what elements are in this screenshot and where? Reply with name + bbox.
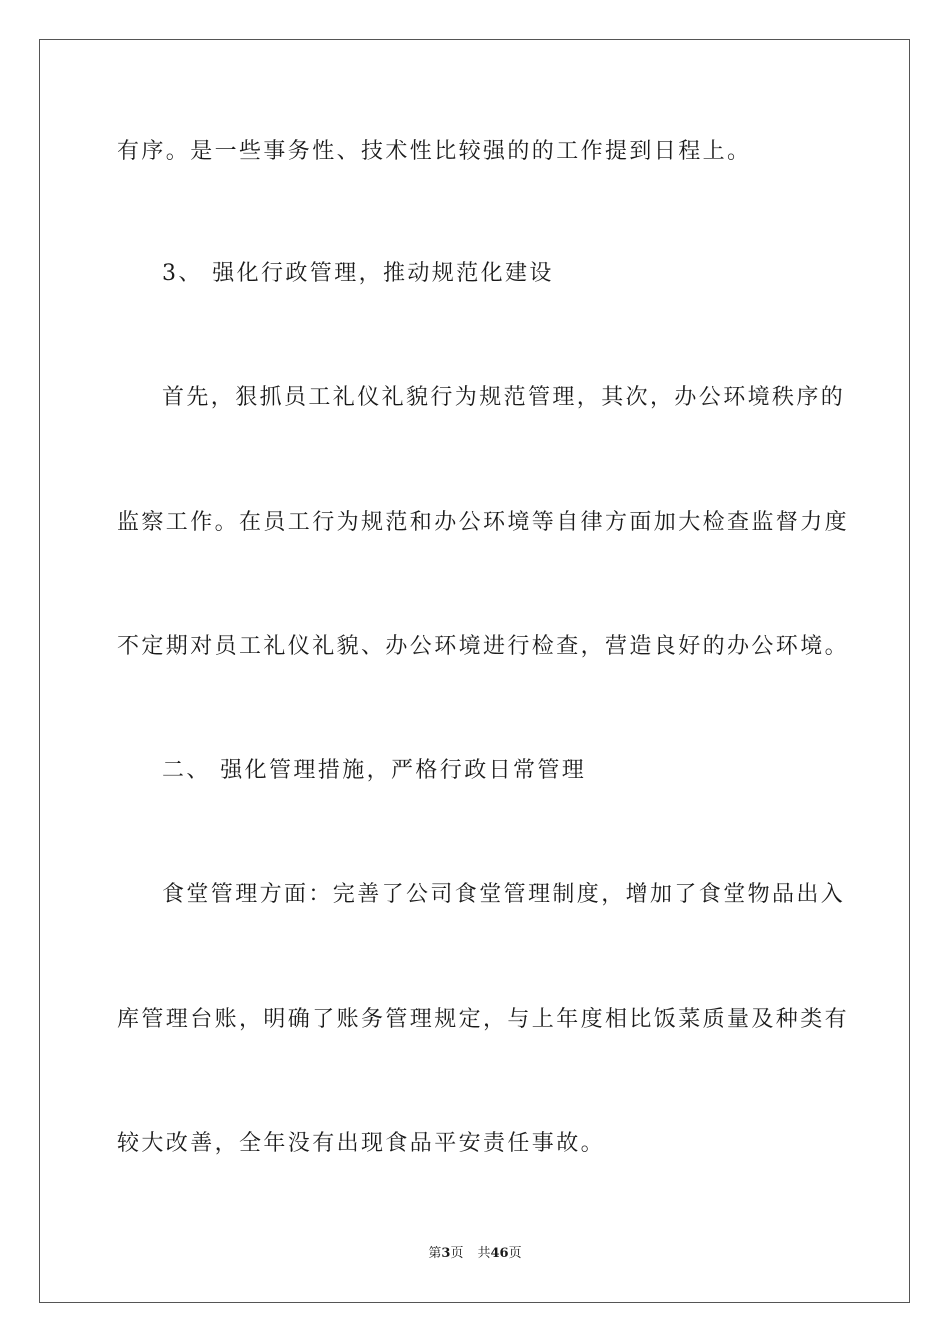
body-text-line: 库管理台账，明确了账务管理规定，与上年度相比饭菜质量及种类有	[117, 1007, 850, 1032]
body-text-line: 有序。是一些事务性、技术性比较强的的工作提到日程上。	[117, 139, 752, 164]
section-heading: 二、 强化管理措施，严格行政日常管理	[162, 758, 587, 783]
page-border	[39, 39, 910, 1303]
paragraph-first-line: 食堂管理方面：完善了公司食堂管理制度，增加了食堂物品出入	[162, 882, 846, 907]
body-text-line: 不定期对员工礼仪礼貌、办公环境进行检查，营造良好的办公环境。	[117, 634, 850, 659]
total-suffix: 页	[508, 1246, 522, 1261]
page-prefix: 第	[428, 1246, 442, 1261]
page-suffix: 页	[450, 1246, 464, 1261]
page-footer	[0, 1245, 950, 1263]
page-number: 3	[441, 1246, 451, 1261]
total-pages: 46	[490, 1246, 509, 1261]
body-text-line: 较大改善，全年没有出现食品平安责任事故。	[117, 1131, 606, 1156]
paragraph-first-line: 首先，狠抓员工礼仪礼貌行为规范管理，其次，办公环境秩序的	[162, 385, 846, 410]
total-prefix: 共	[477, 1246, 491, 1261]
section-heading: 3、 强化行政管理，推动规范化建设	[162, 261, 554, 286]
body-text-line: 监察工作。在员工行为规范和办公环境等自律方面加大检查监督力度	[117, 510, 850, 535]
